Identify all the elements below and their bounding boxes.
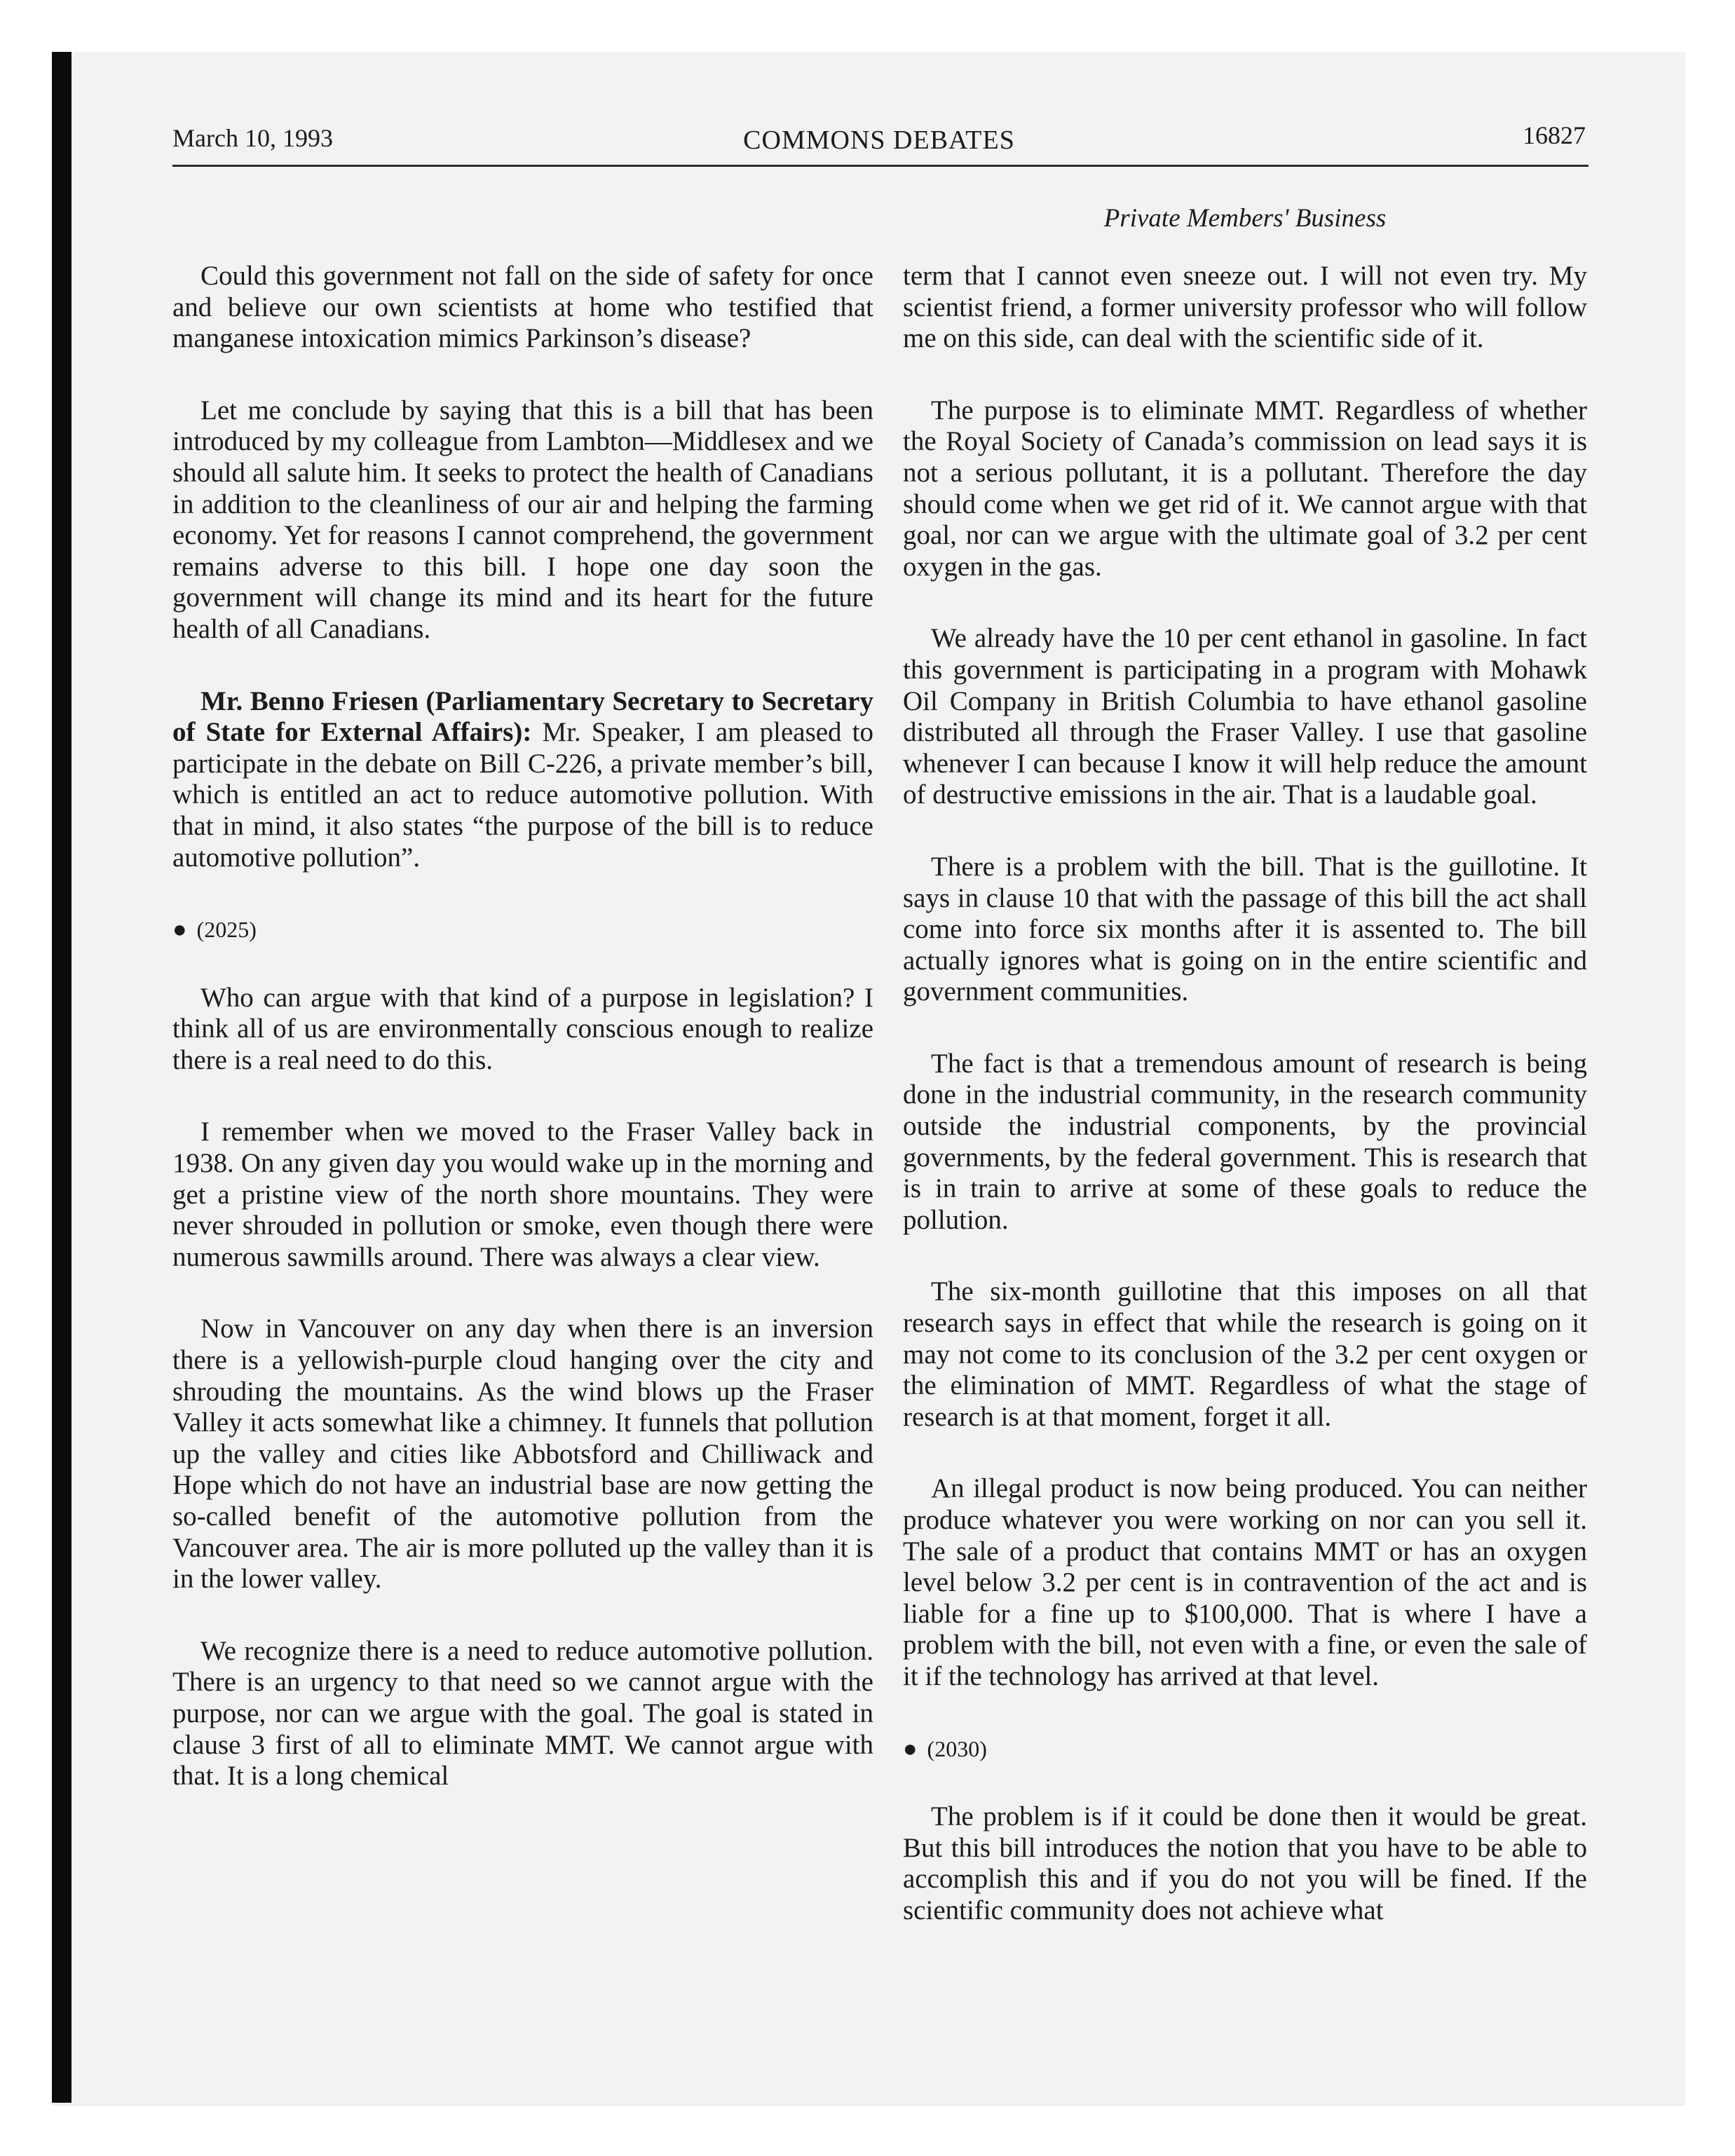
- time-marker-label: (2030): [927, 1735, 987, 1761]
- speaker-name: Mr. Benno Friesen (Parliamentary Secretary to Secretary of State for External Affairs):: [172, 685, 873, 748]
- paragraph: Could this government not fall on the side of safety for once and believe our own scientists at home who testified that manganese intoxication mimics Parkinson’s disease?: [172, 261, 873, 354]
- right-column: [903, 261, 1587, 1967]
- running-header: [172, 121, 1586, 163]
- bullet-icon: ●: [903, 1735, 918, 1762]
- time-marker: [172, 914, 873, 946]
- paragraph: Now in Vancouver on any day when there is an inversion there is a yellowish-purple cloud hanging over the city and shrouding the mountains. As the wind blows up the Fraser Valley it acts somewhat like a chimney. It funnels that pollution up the valley and cities like Abbotsford and Chilliwack and Hope which do not have an industrial base are now getting the so-called benefit of the automotive pollution from the Vancouver area. The air is more polluted up the valley than it is in the lower valley.: [172, 1314, 873, 1595]
- time-marker-label: (2025): [196, 917, 257, 943]
- publication-title: COMMONS DEBATES: [743, 125, 1015, 155]
- speech-text: Mr. Speaker, I am pleased to participate in the debate on Bill C-226, a private member’s bill, which is entitled an act to reduce automotive pollution. With that in mind, it also states “the purpose of the bill is to reduce automotive pollution”.: [172, 717, 873, 873]
- section-heading: Private Members' Business: [1103, 204, 1387, 233]
- paragraph: The problem is if it could be done then it would be great. But this bill introduces the notion that you have to be able to accomplish this and if you do not you will be fined. If the scientific community does not achieve what: [903, 1801, 1587, 1925]
- scan-border: [52, 52, 72, 2104]
- paragraph: We already have the 10 per cent ethanol in gasoline. In fact this government is participating in a program with Mohawk Oil Company in British Columbia to have ethanol gasoline distributed all through the Fraser Valley. I use that gasoline whenever I can because I know it will help reduce the amount of destructive emissions in the air. That is a laudable goal.: [903, 623, 1587, 810]
- header-rule: [172, 165, 1588, 167]
- speaker-paragraph: [172, 686, 873, 874]
- paragraph: I remember when we moved to the Fraser Valley back in 1938. On any given day you would wake up in the morning and get a pristine view of the north shore mountains. They were never shrouded in pollution or smoke, even though there were numerous sawmills around. There was always a clear view.: [172, 1117, 873, 1272]
- paragraph: An illegal product is now being produced. You can neither produce whatever you were working on nor can you sell it. The sale of a product that contains MMT or has an oxygen level below 3.2 per cent is in contravention of the act and is liable for a fine up to $100,000. That is where I have a problem with the bill, not even with a fine, or even the sale of it if the technology has arrived at that level.: [903, 1473, 1587, 1691]
- paragraph: We recognize there is a need to reduce automotive pollution. There is an urgency to that need so we cannot argue with the purpose, nor can we argue with the goal. The goal is stated in clause 3 first of all to eliminate MMT. We cannot argue with that. It is a long chemical: [172, 1635, 873, 1792]
- paragraph: The fact is that a tremendous amount of research is being done in the industrial community, in the research community outside the industrial components, by the provincial governments, by the federal government. This is research that is in train to arrive at some of these goals to reduce the pollution.: [903, 1048, 1587, 1235]
- bullet-icon: ●: [172, 917, 187, 943]
- paragraph: There is a problem with the bill. That is the guillotine. It says in clause 10 that with the passage of this bill the act shall come into force six months after it is assented to. The bill actually ignores what is going on in the entire scientific and government communities.: [903, 851, 1587, 1007]
- paragraph: Who can argue with that kind of a purpose in legislation? I think all of us are environmentally conscious enough to realize there is a real need to do this.: [172, 982, 873, 1075]
- time-marker: [903, 1733, 1587, 1766]
- paragraph: Let me conclude by saying that this is a bill that has been introduced by my colleague from Lambton—Middlesex and we should all salute him. It seeks to protect the health of Canadians in addition to the cleanliness of our air and helping the farming economy. Yet for reasons I cannot comprehend, the government remains adverse to this bill. I hope one day soon the government will change its mind and its heart for the future health of all Canadians.: [172, 395, 873, 644]
- paragraph: The six-month guillotine that this imposes on all that research says in effect that while the research is going on it may not come to its conclusion of the 3.2 per cent oxygen or the elimination of MMT. Regardless of what the stage of research is at that moment, forget it all.: [903, 1276, 1587, 1432]
- left-column: [172, 261, 873, 1833]
- page-number: 16827: [1523, 121, 1586, 149]
- paragraph-continued: term that I cannot even sneeze out. I will not even try. My scientist friend, a former university professor who will follow me on this side, can deal with the scientific side of it.: [903, 261, 1587, 354]
- header-date: March 10, 1993: [172, 124, 333, 152]
- paragraph: The purpose is to eliminate MMT. Regardless of whether the Royal Society of Canada’s commission on lead says it is not a serious pollutant, it is a pollutant. Therefore the day should come when we get rid of it. We cannot argue with that goal, nor can we argue with the ultimate goal of 3.2 per cent oxygen in the gas.: [903, 395, 1587, 582]
